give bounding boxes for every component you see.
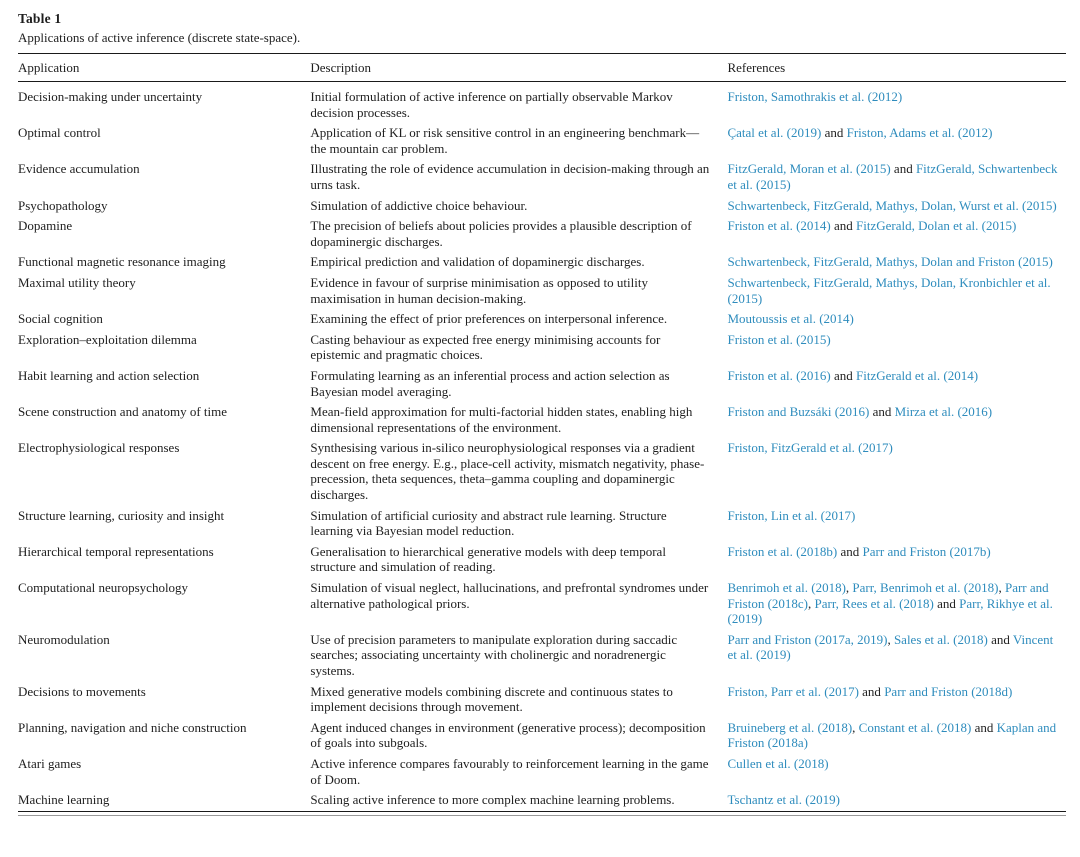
table-row [18, 216, 1066, 252]
table-row [18, 82, 1066, 124]
table-row [18, 542, 1066, 578]
application-cell: Structure learning, curiosity and insight [18, 507, 225, 523]
references-cell [727, 252, 1066, 273]
references-cell [727, 273, 1066, 309]
references-cell [727, 754, 1066, 790]
reference-link[interactable]: Schwartenbeck, FitzGerald, Mathys, Dolan, Wurst et al. (2015) [727, 197, 1057, 213]
reference-link[interactable]: Bruineberg et al. (2018) [727, 719, 853, 735]
table-row [18, 682, 1066, 718]
references-cell [727, 82, 1066, 124]
application-cell: Planning, navigation and niche construction [18, 719, 247, 735]
reference-separator: and [830, 218, 857, 234]
application-cell: Electrophysiological responses [18, 440, 180, 456]
description-cell: Simulation of artificial curiosity and abstract rule learning. Structure learning via Bayesian model reduction. [310, 507, 667, 539]
reference-separator: and [837, 543, 863, 559]
reference-link[interactable]: Schwartenbeck, FitzGerald, Mathys, Dolan and Friston (2015) [727, 254, 1053, 270]
reference-separator: and [971, 719, 997, 735]
description-cell: Mixed generative models combining discrete and continuous states to implement decisions through movement. [310, 683, 673, 715]
reference-link[interactable]: Cullen et al. (2018) [727, 755, 829, 771]
application-cell: Computational neuropsychology [18, 580, 189, 596]
references-cell [727, 630, 1066, 682]
table-row [18, 754, 1066, 790]
reference-separator: , [852, 719, 859, 735]
description-cell: Active inference compares favourably to reinforcement learning in the game of Doom. [310, 755, 709, 787]
application-cell: Functional magnetic resonance imaging [18, 254, 226, 270]
description-cell: Simulation of visual neglect, hallucinations, and prefrontal syndromes under alternative pathological priors. [310, 580, 709, 611]
references-cell [727, 506, 1066, 542]
references-cell [727, 438, 1066, 505]
description-cell: Scaling active inference to more complex machine learning problems. [310, 792, 675, 808]
description-cell: Application of KL or risk sensitive control in an engineering benchmark—the mountain car problem. [310, 125, 700, 156]
references-cell [727, 542, 1066, 578]
description-cell: Casting behaviour as expected free energy minimising accounts for epistemic and pragmatic choices. [310, 331, 661, 363]
reference-separator: , [845, 580, 853, 596]
references-cell [727, 159, 1066, 195]
description-cell: Agent induced changes in environment (generative process); decomposition of goals into subgoals. [310, 719, 706, 751]
application-cell: Social cognition [18, 311, 103, 327]
references-cell [727, 790, 1066, 811]
table-row [18, 718, 1066, 754]
reference-link[interactable]: Friston et al. (2014) [727, 218, 831, 234]
reference-link[interactable]: Benrimoh et al. (2018) [727, 580, 846, 596]
table-row [18, 790, 1066, 811]
reference-link[interactable]: FitzGerald, Schwartenbeck et al. (2015) [727, 161, 1058, 192]
column-header-application: Application [18, 54, 310, 82]
reference-link[interactable]: Friston et al. (2016) [727, 367, 831, 383]
table-row [18, 630, 1066, 682]
reference-separator: and [869, 404, 895, 420]
references-cell [727, 402, 1066, 438]
reference-link[interactable]: FitzGerald, Moran et al. (2015) [727, 161, 891, 177]
reference-link[interactable]: Parr, Rikhye et al. (2019) [727, 595, 1053, 627]
description-cell: The precision of beliefs about policies provides a plausible description of dopaminergic discharges. [310, 218, 692, 249]
table-row [18, 309, 1066, 330]
description-cell: Formulating learning as an inferential process and action selection as Bayesian model averaging. [310, 367, 670, 399]
reference-link[interactable]: Constant et al. (2018) [858, 719, 972, 735]
application-cell: Machine learning [18, 792, 110, 808]
reference-link[interactable]: Vincent et al. (2019) [727, 631, 1054, 663]
application-cell: Evidence accumulation [18, 161, 140, 177]
applications-table [18, 53, 1066, 812]
reference-link[interactable]: Parr and Friston (2017b) [862, 543, 991, 559]
references-cell [727, 196, 1066, 217]
application-cell: Neuromodulation [18, 631, 110, 647]
description-cell: Evidence in favour of surprise minimisation as opposed to utility maximisation in human decision-making. [310, 274, 648, 306]
table-row [18, 273, 1066, 309]
application-cell: Decision-making under uncertainty [18, 89, 203, 104]
references-cell [727, 330, 1066, 366]
reference-link[interactable]: Friston, FitzGerald et al. (2017) [727, 440, 893, 456]
reference-separator: , [808, 595, 815, 611]
description-cell: Illustrating the role of evidence accumulation in decision-making through an urns task. [310, 161, 710, 192]
table-row [18, 196, 1066, 217]
references-cell [727, 578, 1066, 630]
application-cell: Maximal utility theory [18, 274, 136, 290]
reference-separator: and [830, 367, 857, 383]
application-cell: Atari games [18, 755, 82, 771]
reference-link[interactable]: Parr, Rees et al. (2018) [814, 595, 934, 611]
references-cell [727, 309, 1066, 330]
reference-link[interactable]: Friston, Adams et al. (2012) [846, 125, 993, 141]
references-cell [727, 123, 1066, 159]
reference-link[interactable]: Parr and Friston (2017a, 2019) [727, 631, 888, 647]
reference-link[interactable]: Sales et al. (2018) [893, 631, 988, 647]
description-cell: Use of precision parameters to manipulate exploration during saccadic searches; associating uncertainty with cholinergic and noradrenergic systems. [310, 631, 678, 678]
column-header-description: Description [310, 54, 727, 82]
reference-link[interactable]: FitzGerald, Dolan et al. (2015) [856, 218, 1017, 234]
application-cell: Psychopathology [18, 197, 108, 213]
table-title: Table 1 [18, 11, 62, 26]
reference-link[interactable]: Parr and Friston (2018c) [727, 580, 1049, 611]
reference-link[interactable]: Friston and Buzsáki (2016) [727, 404, 870, 420]
reference-link[interactable]: Friston et al. (2018b) [727, 543, 838, 559]
description-cell: Mean-field approximation for multi-factorial hidden states, enabling high dimensional representations of the environment. [310, 404, 693, 435]
reference-link[interactable]: FitzGerald et al. (2014) [856, 367, 979, 383]
references-cell [727, 682, 1066, 718]
column-header-references: References [727, 54, 1066, 82]
reference-link[interactable]: Mirza et al. (2016) [894, 404, 993, 420]
reference-link[interactable]: Friston, Samothrakis et al. (2012) [727, 89, 903, 104]
references-cell [727, 718, 1066, 754]
table-caption: Applications of active inference (discrete state-space). [18, 30, 301, 45]
reference-link[interactable]: Schwartenbeck, FitzGerald, Mathys, Dolan, Kronbichler et al. (2015) [727, 274, 1051, 306]
application-cell: Decisions to movements [18, 683, 146, 699]
reference-separator: and [858, 683, 885, 699]
reference-separator: , [887, 631, 894, 647]
table-row [18, 159, 1066, 195]
application-cell: Optimal control [18, 125, 101, 141]
reference-link[interactable]: Kaplan and Friston (2018a) [727, 719, 1057, 751]
references-cell [727, 366, 1066, 402]
reference-separator: , [998, 580, 1005, 596]
reference-link[interactable]: Parr, Benrimoh et al. (2018) [852, 580, 999, 596]
application-cell: Habit learning and action selection [18, 367, 200, 383]
table-header [18, 54, 1066, 82]
description-cell: Initial formulation of active inference on partially observable Markov decision processes. [310, 89, 673, 120]
application-cell: Hierarchical temporal representations [18, 543, 214, 559]
table-row [18, 438, 1066, 505]
table-row [18, 578, 1066, 630]
reference-separator: and [890, 161, 916, 177]
table-row [18, 123, 1066, 159]
description-cell: Examining the effect of prior preferences on interpersonal inference. [310, 311, 668, 327]
reference-link[interactable]: Friston, Parr et al. (2017) [727, 683, 859, 699]
reference-link[interactable]: Moutoussis et al. (2014) [727, 311, 854, 327]
application-cell: Dopamine [18, 218, 73, 234]
reference-link[interactable]: Friston et al. (2015) [727, 331, 831, 347]
description-cell: Generalisation to hierarchical generative models with deep temporal structure and simulation of reading. [310, 543, 666, 575]
reference-separator: and [933, 595, 960, 611]
reference-link[interactable]: Çatal et al. (2019) [727, 125, 822, 141]
table-row [18, 506, 1066, 542]
description-cell: Synthesising various in-silico neurophysiological responses via a gradient descent on free energy. E.g., place-cell activity, mismatch negativity, phase-precession, theta sequences, theta–gamma coupling and dopaminergic discharges. [310, 440, 705, 503]
reference-link[interactable]: Friston, Lin et al. (2017) [727, 507, 856, 523]
table-row [18, 252, 1066, 273]
reference-link[interactable]: Tschantz et al. (2019) [727, 792, 840, 808]
reference-separator: and [987, 631, 1013, 647]
table-bottom-rule [18, 815, 1066, 816]
table-row [18, 402, 1066, 438]
description-cell: Simulation of addictive choice behaviour. [310, 197, 528, 213]
reference-separator: and [821, 125, 847, 141]
table-row [18, 330, 1066, 366]
description-cell: Empirical prediction and validation of dopaminergic discharges. [310, 254, 645, 270]
application-cell: Scene construction and anatomy of time [18, 404, 228, 420]
header-row [18, 54, 1066, 82]
table-row [18, 366, 1066, 402]
references-cell [727, 216, 1066, 252]
table-body [18, 82, 1066, 812]
application-cell: Exploration–exploitation dilemma [18, 331, 197, 347]
reference-link[interactable]: Parr and Friston (2018d) [884, 683, 1013, 699]
